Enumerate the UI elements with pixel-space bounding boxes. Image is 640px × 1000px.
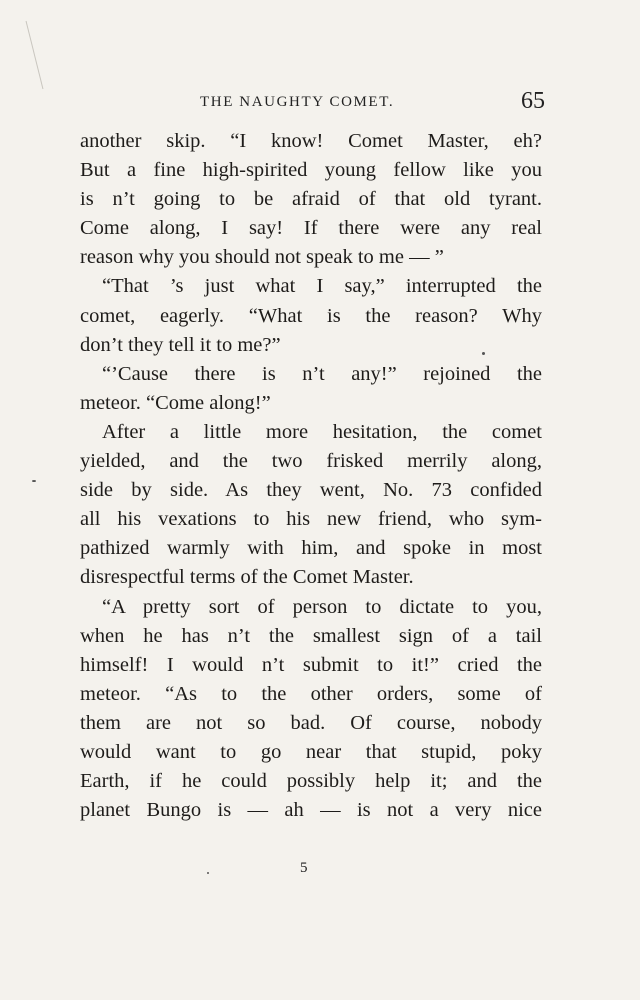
ink-speck — [32, 480, 36, 482]
text-line: meteor. “As to the other orders, some of — [80, 682, 542, 705]
text-line: Come along, I say! If there were any real — [80, 217, 542, 240]
text-line: side by side. As they went, No. 73 confided — [80, 479, 542, 502]
body-text — [80, 127, 542, 825]
text-line: all his vexations to his new friend, who sym- — [80, 508, 542, 531]
text-line: yielded, and the two frisked merrily along, — [80, 450, 542, 473]
text-line: himself! I would n’t submit to it!” cried the — [80, 653, 542, 676]
text-line: don’t they tell it to me?” — [80, 333, 281, 356]
text-line: “A pretty sort of person to dictate to you, — [102, 595, 542, 618]
text-line: another skip. “I know! Comet Master, eh? — [80, 130, 542, 152]
ink-speck — [482, 352, 485, 355]
text-line: “’Cause there is n’t any!” rejoined the — [102, 362, 542, 385]
text-line: But a fine high-spirited young fellow like you — [80, 159, 542, 182]
text-line: pathized warmly with him, and spoke in most — [80, 537, 542, 560]
text-line: planet Bungo is — ah — is not a very nice — [80, 799, 542, 822]
ink-speck — [207, 872, 209, 874]
signature-mark: 5 — [300, 860, 308, 876]
text-line: comet, eagerly. “What is the reason? Why — [80, 304, 542, 327]
text-line: would want to go near that stupid, poky — [80, 740, 542, 763]
text-line: when he has n’t the smallest sign of a tail — [80, 624, 542, 647]
page-header — [80, 88, 545, 118]
text-line: them are not so bad. Of course, nobody — [80, 711, 542, 734]
text-line: After a little more hesitation, the comet — [102, 420, 542, 443]
text-line: is n’t going to be afraid of that old tyrant. — [80, 188, 542, 211]
text-line: reason why you should not speak to me — ” — [80, 246, 444, 269]
page-number: 65 — [521, 88, 545, 114]
page-edge-shadow — [26, 21, 44, 89]
text-line: Earth, if he could possibly help it; and the — [80, 770, 542, 793]
text-line: “That ’s just what I say,” interrupted the — [102, 275, 542, 298]
running-title: THE NAUGHTY COMET. — [200, 94, 395, 110]
text-line: meteor. “Come along!” — [80, 391, 271, 414]
text-line: disrespectful terms of the Comet Master. — [80, 566, 414, 589]
